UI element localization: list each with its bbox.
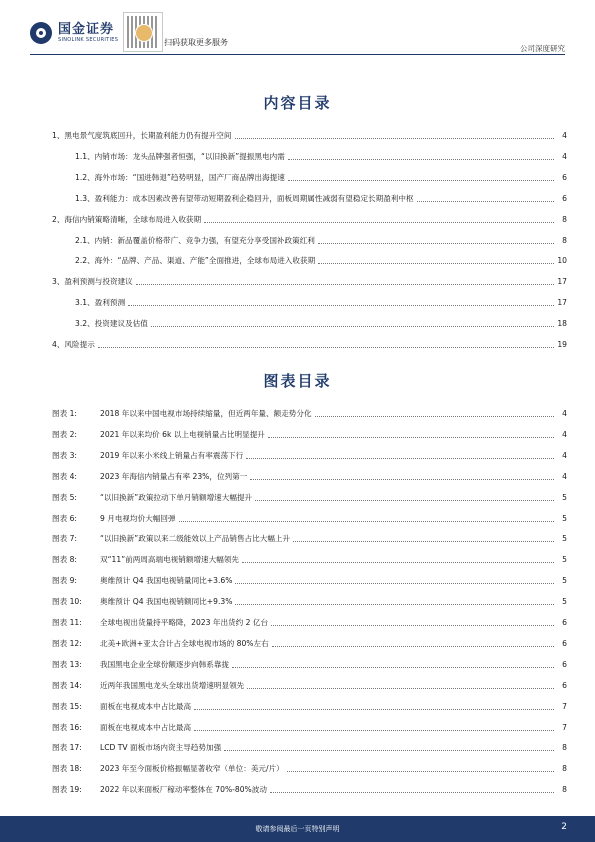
toc-entry-page: 4: [562, 151, 567, 161]
figure-entry-label: 图表 17:: [52, 743, 82, 753]
dot-leader: [287, 771, 554, 772]
dot-leader: [417, 201, 554, 202]
figure-entry-page: 8: [562, 785, 567, 795]
dot-leader: [204, 222, 554, 223]
toc-entry[interactable]: [75, 294, 567, 308]
figure-entry-page: 7: [562, 722, 567, 732]
figure-entry[interactable]: [52, 530, 567, 544]
dot-leader: [194, 730, 554, 731]
header-divider: [30, 54, 565, 55]
toc-entry-page: 17: [557, 298, 567, 308]
dot-leader: [232, 667, 554, 668]
toc-entry[interactable]: [75, 148, 567, 162]
toc-entry-text: 2.1、内销：新品覆盖价格带广、竞争力强，有望充分享受国补政策红利: [75, 235, 315, 245]
dot-leader: [271, 625, 554, 626]
figure-entry-page: 8: [562, 743, 567, 753]
brand-name-cn: 国金证券: [58, 21, 115, 37]
figure-entry[interactable]: [52, 760, 567, 774]
dot-leader: [235, 604, 554, 605]
figure-entry-text: 全球电视出货量持平略降，2023 年出货约 2 亿台: [100, 618, 269, 627]
figure-entry-label: 图表 7:: [52, 534, 77, 544]
figure-entry-text: 2023 年至今面板价格振幅显著收窄（单位：美元/片）: [100, 764, 284, 774]
figure-entry-page: 5: [562, 576, 567, 586]
toc-entry-page: 17: [557, 277, 567, 287]
brand-name-en: SINOLINK SECURITIES: [58, 36, 119, 43]
dot-leader: [268, 437, 554, 438]
toc-entry-page: 19: [557, 340, 567, 349]
figure-entry-page: 5: [562, 513, 567, 523]
dot-leader: [270, 792, 554, 793]
qr-badge-icon: [135, 24, 153, 42]
dot-leader: [136, 284, 554, 285]
toc-entry-page: 4: [562, 131, 567, 140]
figure-entry-label: 图表 4:: [52, 471, 77, 481]
toc-entry-text: 3.2、投资建议及估值: [75, 319, 148, 329]
dot-leader: [288, 159, 554, 160]
dot-leader: [235, 583, 554, 584]
dot-leader: [98, 347, 554, 348]
figure-entry[interactable]: [52, 698, 567, 712]
toc-entry[interactable]: [75, 232, 567, 246]
figure-entry-text: “以旧换新”政策拉动下单月销额增速大幅提升: [100, 492, 253, 502]
figure-entry[interactable]: [52, 447, 567, 461]
toc-entry-text: 3.1、盈利预测: [75, 298, 126, 308]
toc-entry[interactable]: [52, 127, 567, 141]
figure-entry[interactable]: [52, 656, 567, 670]
dot-leader: [288, 180, 554, 181]
dot-leader: [247, 688, 554, 689]
document-type: 公司深度研究: [520, 44, 565, 53]
dot-leader: [242, 562, 554, 563]
figure-entry-text: 2022 年以来面板厂稼动率整体在 70%-80%波动: [100, 785, 267, 795]
figure-entry[interactable]: [52, 551, 567, 565]
figure-entry-text: 双“11”前两周高端电视销额增速大幅领先: [100, 555, 240, 565]
toc-entry-page: 6: [562, 172, 567, 182]
figure-entry-text: 面板在电视成本中占比最高: [100, 701, 192, 711]
figure-entry[interactable]: [52, 635, 567, 649]
figure-entry-label: 图表 13:: [52, 659, 82, 669]
toc-entry[interactable]: [75, 190, 567, 204]
figure-entry-label: 图表 16:: [52, 722, 82, 732]
figure-entry-page: 6: [562, 638, 567, 648]
brand-logo-icon: [30, 22, 52, 44]
figure-entry-text: 2021 年以来均价 6k 以上电视销量占比明显提升: [100, 429, 265, 439]
figure-entry-text: 北美+欧洲+亚太合计占全球电视市场的 80%左右: [100, 638, 269, 648]
figure-entry-text: 2018 年以来中国电视市场持续缩量，但近两年量、额走势分化: [100, 409, 312, 418]
dot-leader: [235, 138, 555, 139]
figure-entry-label: 图表 14:: [52, 680, 82, 690]
figure-entry-page: 5: [562, 534, 567, 544]
figure-entry-page: 5: [562, 555, 567, 565]
figure-entry-page: 8: [562, 764, 567, 774]
footer-disclaimer: 敬请参阅最后一页特别声明: [255, 825, 340, 833]
figure-entry[interactable]: [52, 677, 567, 691]
figure-entry[interactable]: [52, 572, 567, 586]
toc-entry-page: 8: [562, 235, 567, 245]
figure-entry-label: 图表 8:: [52, 555, 77, 565]
toc-entry-page: 18: [557, 319, 567, 329]
figure-entry-page: 6: [562, 680, 567, 690]
dot-leader: [255, 500, 554, 501]
toc-entry[interactable]: [75, 315, 567, 329]
toc-entry-text: 2、海信内销策略清晰，全球布局进入收获期: [52, 214, 202, 224]
brand-logo: [30, 22, 118, 44]
toc-entry-text: 4、风险提示: [52, 340, 95, 349]
toc-entry-text: 1.1、内销市场：龙头品牌强者恒强，“以旧换新”提振黑电内需: [75, 151, 285, 161]
figure-entry[interactable]: [52, 593, 567, 607]
figure-entry-label: 图表 11:: [52, 618, 82, 627]
figure-entry-text: 近两年我国黑电龙头全球出货增速明显领先: [100, 680, 245, 690]
figure-entry-page: 4: [562, 450, 567, 460]
dot-leader: [246, 458, 554, 459]
figure-entry-label: 图表 18:: [52, 764, 82, 774]
figure-entry[interactable]: [52, 510, 567, 524]
dot-leader: [315, 416, 554, 417]
figure-entry-text: “以旧换新”政策以来二级能效以上产品销售占比大幅上升: [100, 534, 291, 544]
dot-leader: [151, 326, 554, 327]
toc-entry[interactable]: [52, 336, 567, 350]
dot-leader: [194, 709, 554, 710]
figure-entry-text: 2019 年以来小米线上销量占有率震荡下行: [100, 450, 244, 460]
toc-entry-text: 1.2、海外市场：“国进韩退”趋势明显，国产厂商品牌出海提速: [75, 172, 285, 182]
dot-leader: [179, 521, 554, 522]
figure-entry-label: 图表 10:: [52, 597, 82, 607]
dot-leader: [272, 646, 554, 647]
figure-entry-page: 5: [562, 492, 567, 502]
figure-entry-text: 奥维预计 Q4 我国电视销额同比+9.3%: [100, 597, 233, 607]
figure-entry-label: 图表 19:: [52, 785, 82, 795]
figure-entry-text: LCD TV 面板市场内资主导趋势加强: [100, 743, 222, 753]
figure-entry-text: 奥维预计 Q4 我国电视销量同比+3.6%: [100, 576, 233, 586]
figure-entry[interactable]: [52, 489, 567, 503]
toc-entry-text: 1、黑电景气度筑底回升，长期盈利能力仍有提升空间: [52, 131, 232, 140]
figure-entry-label: 图表 15:: [52, 701, 82, 711]
toc-entry-page: 8: [562, 214, 567, 224]
dot-leader: [293, 541, 554, 542]
figure-entry-label: 图表 2:: [52, 429, 77, 439]
qr-cta-text: 扫码获取更多服务: [164, 38, 228, 47]
figure-entry-label: 图表 12:: [52, 638, 82, 648]
figure-entry[interactable]: [52, 614, 567, 628]
figure-entry-page: 4: [562, 429, 567, 439]
figure-entry-page: 7: [562, 701, 567, 711]
figure-entry[interactable]: [52, 719, 567, 733]
toc-entry-text: 2.2、海外：“品牌、产品、渠道、产能”全面推进，全球布局进入收获期: [75, 256, 316, 266]
toc-entry[interactable]: [75, 169, 567, 183]
figure-entry-page: 4: [562, 471, 567, 481]
qr-code-icon[interactable]: [123, 12, 163, 52]
figure-entry[interactable]: [52, 781, 567, 795]
toc-entry[interactable]: [52, 211, 567, 225]
figure-entry-page: 5: [562, 597, 567, 607]
figure-entry-page: 6: [562, 659, 567, 669]
dot-leader: [318, 243, 554, 244]
figure-entry[interactable]: [52, 405, 567, 419]
figure-entry[interactable]: [52, 739, 567, 753]
figure-entry-label: 图表 9:: [52, 576, 77, 586]
toc-entry-page: 10: [557, 256, 567, 266]
toc-entry[interactable]: [75, 252, 567, 266]
figure-entry[interactable]: [52, 426, 567, 440]
dot-leader: [250, 479, 554, 480]
figure-entry-page: 4: [562, 409, 567, 418]
figure-entry-label: 图表 1:: [52, 409, 77, 418]
figure-entry-text: 面板在电视成本中占比最高: [100, 722, 192, 732]
page-footer: [0, 816, 595, 842]
dot-leader: [224, 750, 554, 751]
toc-entry-page: 6: [562, 193, 567, 203]
page-header: [0, 0, 595, 60]
figure-entry-label: 图表 6:: [52, 513, 77, 523]
figure-entry-page: 6: [562, 618, 567, 627]
figure-entry-text: 9 月电视均价大幅回弹: [100, 513, 176, 523]
toc-title: 内容目录: [263, 94, 332, 112]
figure-entry[interactable]: [52, 468, 567, 482]
figures-title: 图表目录: [263, 372, 332, 390]
toc-entry-text: 1.3、盈利能力：成本因素改善有望带动短期盈利企稳回升，面板周期属性减弱有望稳定长期盈利中枢: [75, 193, 414, 203]
page-number: 2: [561, 822, 567, 832]
dot-leader: [318, 263, 554, 264]
toc-entry[interactable]: [52, 273, 567, 287]
figure-entry-label: 图表 5:: [52, 492, 77, 502]
dot-leader: [128, 305, 554, 306]
figure-entry-text: 2023 年海信内销量占有率 23%，位列第一: [100, 471, 248, 481]
figure-entry-text: 我国黑电企业全球份额逐步向韩系靠拢: [100, 659, 230, 669]
figure-entry-label: 图表 3:: [52, 450, 77, 460]
toc-entry-text: 3、盈利预测与投资建议: [52, 277, 133, 287]
